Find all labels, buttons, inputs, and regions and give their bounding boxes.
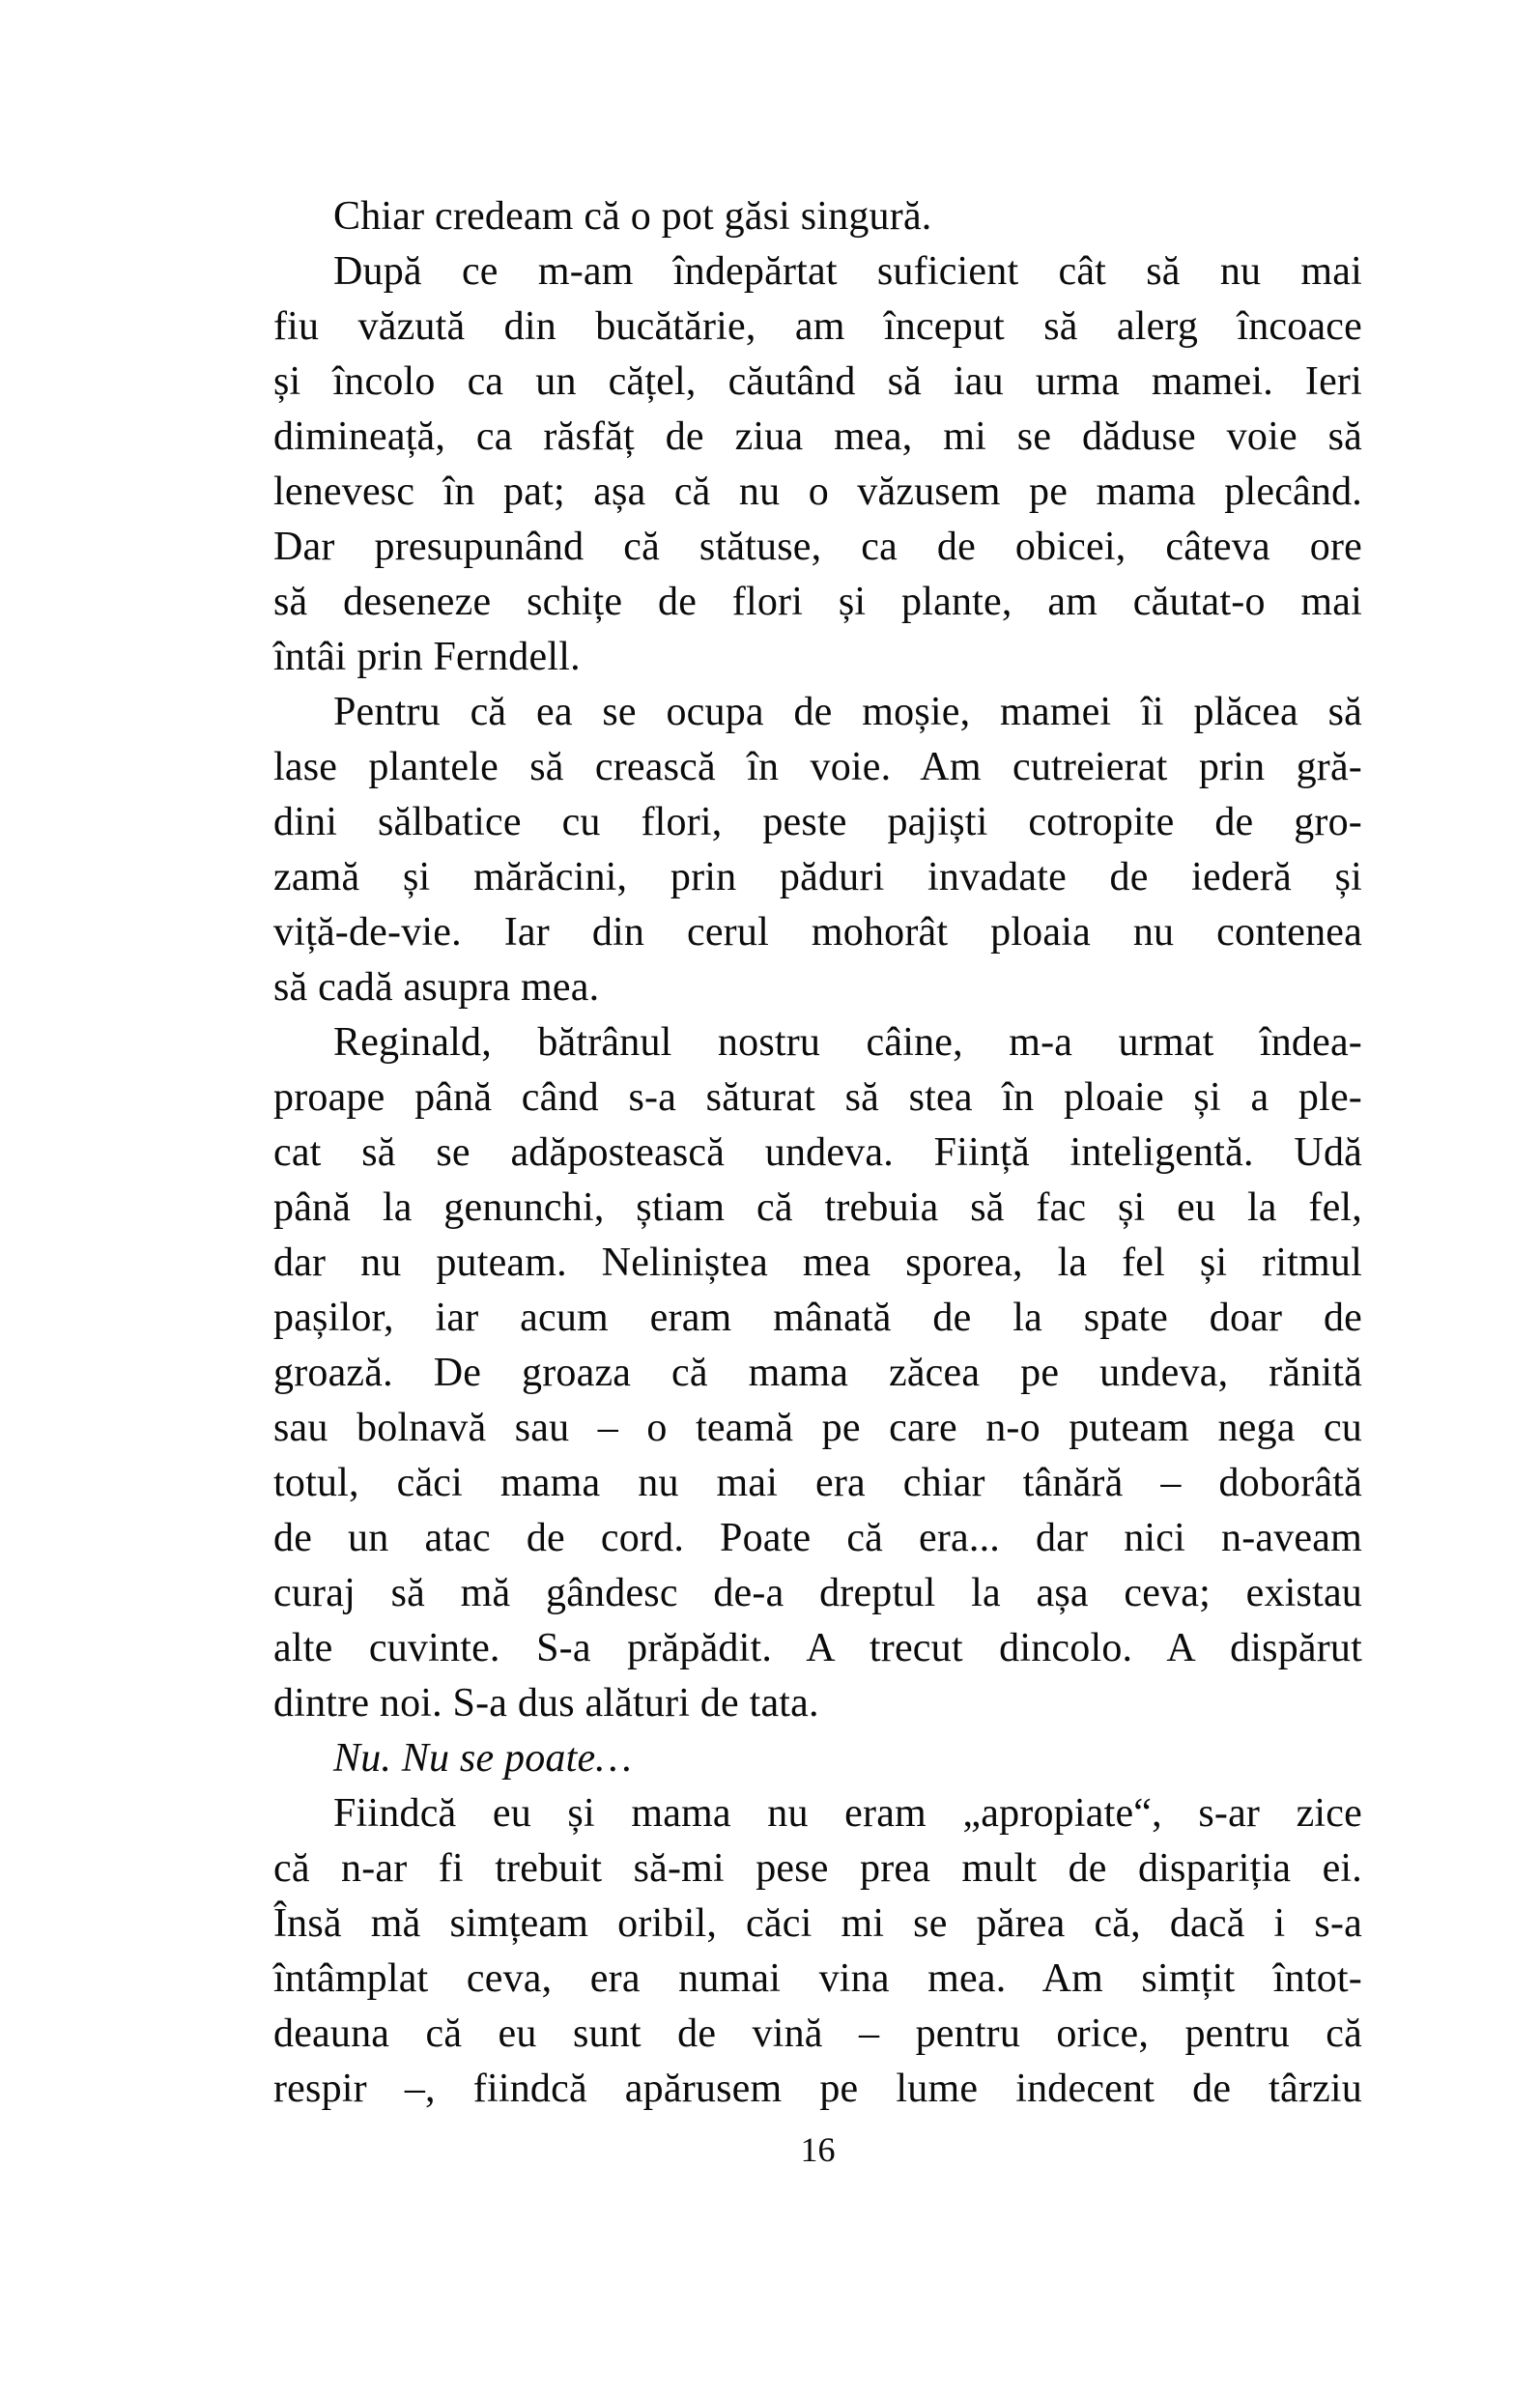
text-line: dimineață, ca răsfăț de ziua mea, mi se dăduse voie să [273, 414, 1362, 459]
text-line: Nu. Nu se poate… [333, 1736, 632, 1781]
text-line: cat să se adăpostească undeva. Ființă inteligentă. Udă [273, 1130, 1362, 1175]
text-line: de un atac de cord. Poate că era... dar nici n-aveam [273, 1516, 1362, 1560]
text-line: Dar presupunând că stătuse, ca de obicei, câteva ore [273, 525, 1362, 569]
text-line: întâmplat ceva, era numai vina mea. Am simțit întot- [273, 1956, 1362, 2001]
text-line: viță-de-vie. Iar din cerul mohorât ploaia nu contenea [273, 910, 1362, 955]
text-line: zamă și mărăcini, prin păduri invadate de iederă și [273, 855, 1362, 899]
page-number: 16 [800, 2130, 836, 2169]
text-line: dini sălbatice cu flori, peste pajiști cotropite de gro- [273, 800, 1362, 844]
text-line: respir –, fiindcă apărusem pe lume indecent de târziu [273, 2067, 1362, 2111]
text-line: și încolo ca un cățel, căutând să iau urma mamei. Ieri [273, 359, 1362, 404]
text-line: sau bolnavă sau – o teamă pe care n-o puteam nega cu [273, 1406, 1362, 1450]
text-line: dintre noi. S-a dus alături de tata. [273, 1681, 819, 1726]
text-line: Reginald, bătrânul nostru câine, m-a urmat îndea- [333, 1020, 1362, 1065]
text-line: lase plantele să crească în voie. Am cutreierat prin gră- [273, 745, 1362, 789]
text-line: întâi prin Ferndell. [273, 635, 581, 679]
text-line: Fiindcă eu și mama nu eram „apropiate“, s-ar zice [333, 1791, 1362, 1836]
text-line: alte cuvinte. S-a prăpădit. A trecut dincolo. A dispărut [273, 1626, 1362, 1670]
text-line: curaj să mă gândesc de-a dreptul la așa ceva; existau [273, 1571, 1362, 1615]
book-page [273, 189, 1362, 2169]
text-line: că n-ar fi trebuit să-mi pese prea mult de dispariția ei. [273, 1846, 1362, 1891]
text-line: totul, căci mama nu mai era chiar tânără – doborâtă [273, 1461, 1362, 1505]
text-line: Însă mă simțeam oribil, căci mi se părea că, dacă i s-a [273, 1901, 1362, 1946]
text-line: să deseneze schițe de flori și plante, am căutat-o mai [273, 580, 1362, 624]
text-block [273, 189, 1362, 2117]
text-line: să cadă asupra mea. [273, 965, 600, 1010]
text-line: lenevesc în pat; așa că nu o văzusem pe mama plecând. [273, 470, 1362, 514]
text-line: După ce m-am îndepărtat suficient cât să nu mai [333, 249, 1362, 294]
text-line: groază. De groaza că mama zăcea pe undeva, rănită [273, 1351, 1362, 1395]
text-line: Pentru că ea se ocupa de moșie, mamei îi plăcea să [333, 690, 1362, 734]
text-line: dar nu puteam. Neliniștea mea sporea, la fel și ritmul [273, 1241, 1362, 1285]
text-line: fiu văzută din bucătărie, am început să alerg încoace [273, 304, 1362, 349]
text-line: proape până când s-a săturat să stea în ploaie și a ple- [273, 1075, 1362, 1120]
text-line: pașilor, iar acum eram mânată de la spate doar de [273, 1296, 1362, 1340]
text-line: până la genunchi, știam că trebuia să fac și eu la fel, [273, 1185, 1362, 1230]
text-line: deauna că eu sunt de vină – pentru orice, pentru că [273, 2011, 1362, 2056]
text-line: Chiar credeam că o pot găsi singură. [333, 194, 932, 239]
